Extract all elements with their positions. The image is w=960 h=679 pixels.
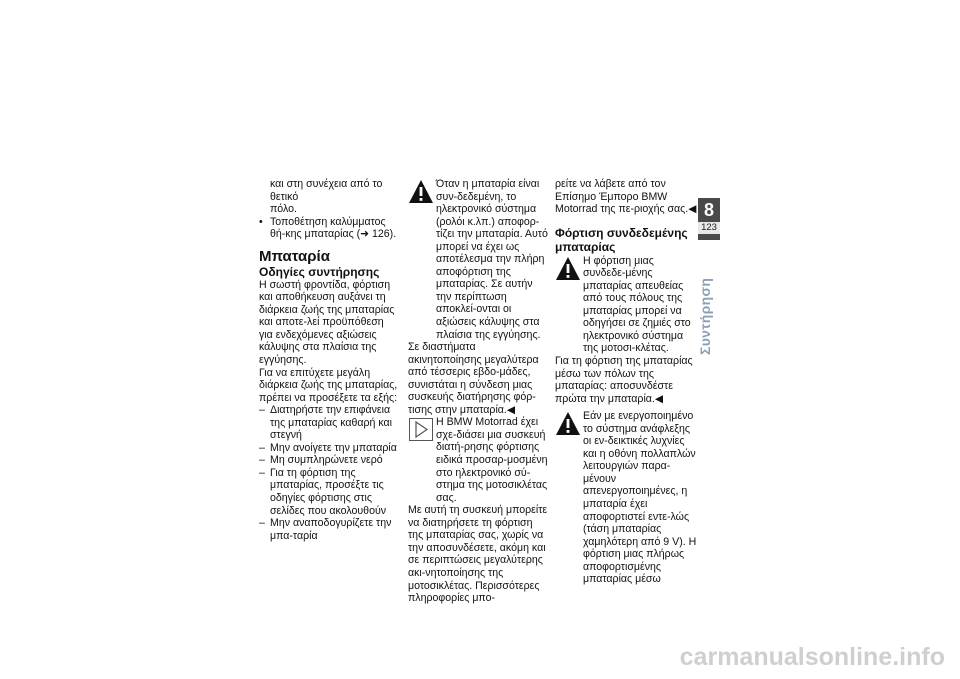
- warning-triangle-icon: [555, 411, 581, 436]
- page-number: 123: [698, 222, 720, 234]
- warning-text: Όταν η μπαταρία είναι συν-δεδεμένη, το ηλεκτρονικό σύστημα (ρολόι κ.λπ.) αποφορ-τίζει την μπαταρία. Αυτό μπορεί να έχει ως αποτέλεσμα την πλήρη αποφόρτιση της μπαταρίας. Σε αυτήν την περίπτωση αποκλεί-ονται οι αξιώσεις κάλυψης στα πλαίσια της εγγύησης.: [436, 178, 548, 341]
- warning-text-2: Εάν με ενεργοποιημένο το σύστημα ανάφλεξης οι εν-δεικτικές λυχνίες και η οθόνη πολλαπλών λειτουργιών παρα-μένουν απενεργοποιημένες, η μπαταρία έχει αποφορτιστεί εντε-λώς (τάση μπαταρίας χαμηλότερη από 9 V). Η φόρτιση μιας πλήρως αποφορτισμένης μπαταρίας μέσω: [583, 410, 697, 586]
- warning-text-continued: Σε διαστήματα ακινητοποίησης μεγαλύτερα από τέσσερις εβδο-μάδες, συνιστάται η σύνδεση μιας συσκευής διατήρησης φόρ-τισης στην μπαταρία.◀: [408, 341, 539, 416]
- column-1: [259, 178, 399, 542]
- section-number: 8: [703, 200, 714, 220]
- section-tab: [698, 198, 720, 240]
- continued-text: ρείτε να λάβετε από τον Επίσημο Έμπορο BMW Motorrad της πε-ριοχής σας.◀: [555, 178, 697, 216]
- column-3: [555, 178, 697, 586]
- paragraph-care: Η σωστή φροντίδα, φόρτιση και αποθήκευση αυξάνει τη διάρκεια ζωής της μπαταρίας και αποτε-λεί προϋπόθεση για ενδεχόμενες αξιώσεις κάλυψης στα πλαίσια της εγγύησης.: [259, 278, 395, 367]
- dash-item-1: [259, 404, 399, 442]
- dash-text: Διατηρήστε την επιφάνεια της μπαταρίας καθαρή και στεγνή: [270, 404, 393, 442]
- warning-triangle-icon: [408, 179, 434, 204]
- warning-block-2: [555, 410, 697, 586]
- dash-text: Μην ανοίγετε την μπαταρία: [270, 441, 397, 454]
- warning-block: [408, 178, 550, 341]
- bullet-item: [259, 216, 399, 241]
- dash-mark: –: [259, 517, 265, 530]
- dash-mark: –: [259, 454, 265, 467]
- note-text-continued: Με αυτή τη συσκευή μπορείτε να διατηρήσετε τη φόρτιση της μπαταρίας σας, χωρίς να την αποσυνδέσετε, ακόμη και σε περιπτώσεις μεγαλύτερης ακι-νητοποίησης της μοτοσικλέτας. Περισσότερες πληροφορίες μπο-: [408, 504, 548, 605]
- dash-item-2: [259, 442, 399, 455]
- watermark: carmanualsonline.info: [679, 643, 945, 671]
- warning-triangle-icon: [555, 256, 581, 281]
- note-text: Η BMW Motorrad έχει σχε-διάσει μια συσκευή διατή-ρησης φόρτισης ειδικά προσαρ-μοσμένη στο ηλεκτρονικό σύ-στημα της μοτοσικλέτας σας.: [436, 416, 548, 504]
- warning-text-1: Η φόρτιση μιας συνδεδε-μένης μπαταρίας απευθείας από τους πόλους της μπαταρίας μπορεί να οδηγήσει σε ζημιές στο ηλεκτρονικό σύστημα της μοτοσι-κλέτας.: [583, 254, 691, 355]
- dash-mark: –: [259, 466, 265, 479]
- column-2: [408, 178, 550, 605]
- warning-text-1b: Για τη φόρτιση της μπαταρίας μέσω των πόλων της μπαταρίας: αποσυνδέστε πρώτα την μπαταρία.◀: [555, 355, 693, 405]
- intro-line-2: πόλο.: [270, 203, 297, 216]
- dash-item-3: [259, 454, 399, 467]
- dash-item-4: [259, 467, 399, 517]
- dash-item-5: [259, 517, 399, 542]
- note-arrow-icon: [408, 417, 434, 442]
- heading-battery: Μπαταρία: [259, 247, 330, 265]
- dash-mark: –: [259, 441, 265, 454]
- dash-mark: –: [259, 404, 265, 417]
- dash-text: Μην αναποδογυρίζετε την μπα-ταρία: [270, 517, 392, 542]
- intro-line-1: και στη συνέχεια από το θετικό: [270, 178, 383, 203]
- warning-block-1: [555, 255, 697, 355]
- bullet-text: Τοποθέτηση καλύμματος θή-κης μπαταρίας (➜ 126).: [270, 215, 397, 241]
- bullet-mark: •: [259, 215, 263, 228]
- side-chapter-title: Συντήρηση: [697, 277, 713, 355]
- note-block: [408, 416, 550, 504]
- dash-text: Μη συμπληρώνετε νερό: [270, 454, 383, 467]
- heading-charging: Φόρτιση συνδεδεμένης μπαταρίας: [555, 225, 688, 255]
- dash-text: Για τη φόρτιση της μπαταρίας, προσέξτε τις οδηγίες φόρτισης στις σελίδες που ακολουθούν: [270, 466, 387, 517]
- heading-maintenance: Οδηγίες συντήρησης: [259, 264, 380, 279]
- paragraph-lifetime: Για να επιτύχετε μεγάλη διάρκεια ζωής της μπαταρίας, πρέπει να προσέξετε τα εξής:: [259, 366, 398, 404]
